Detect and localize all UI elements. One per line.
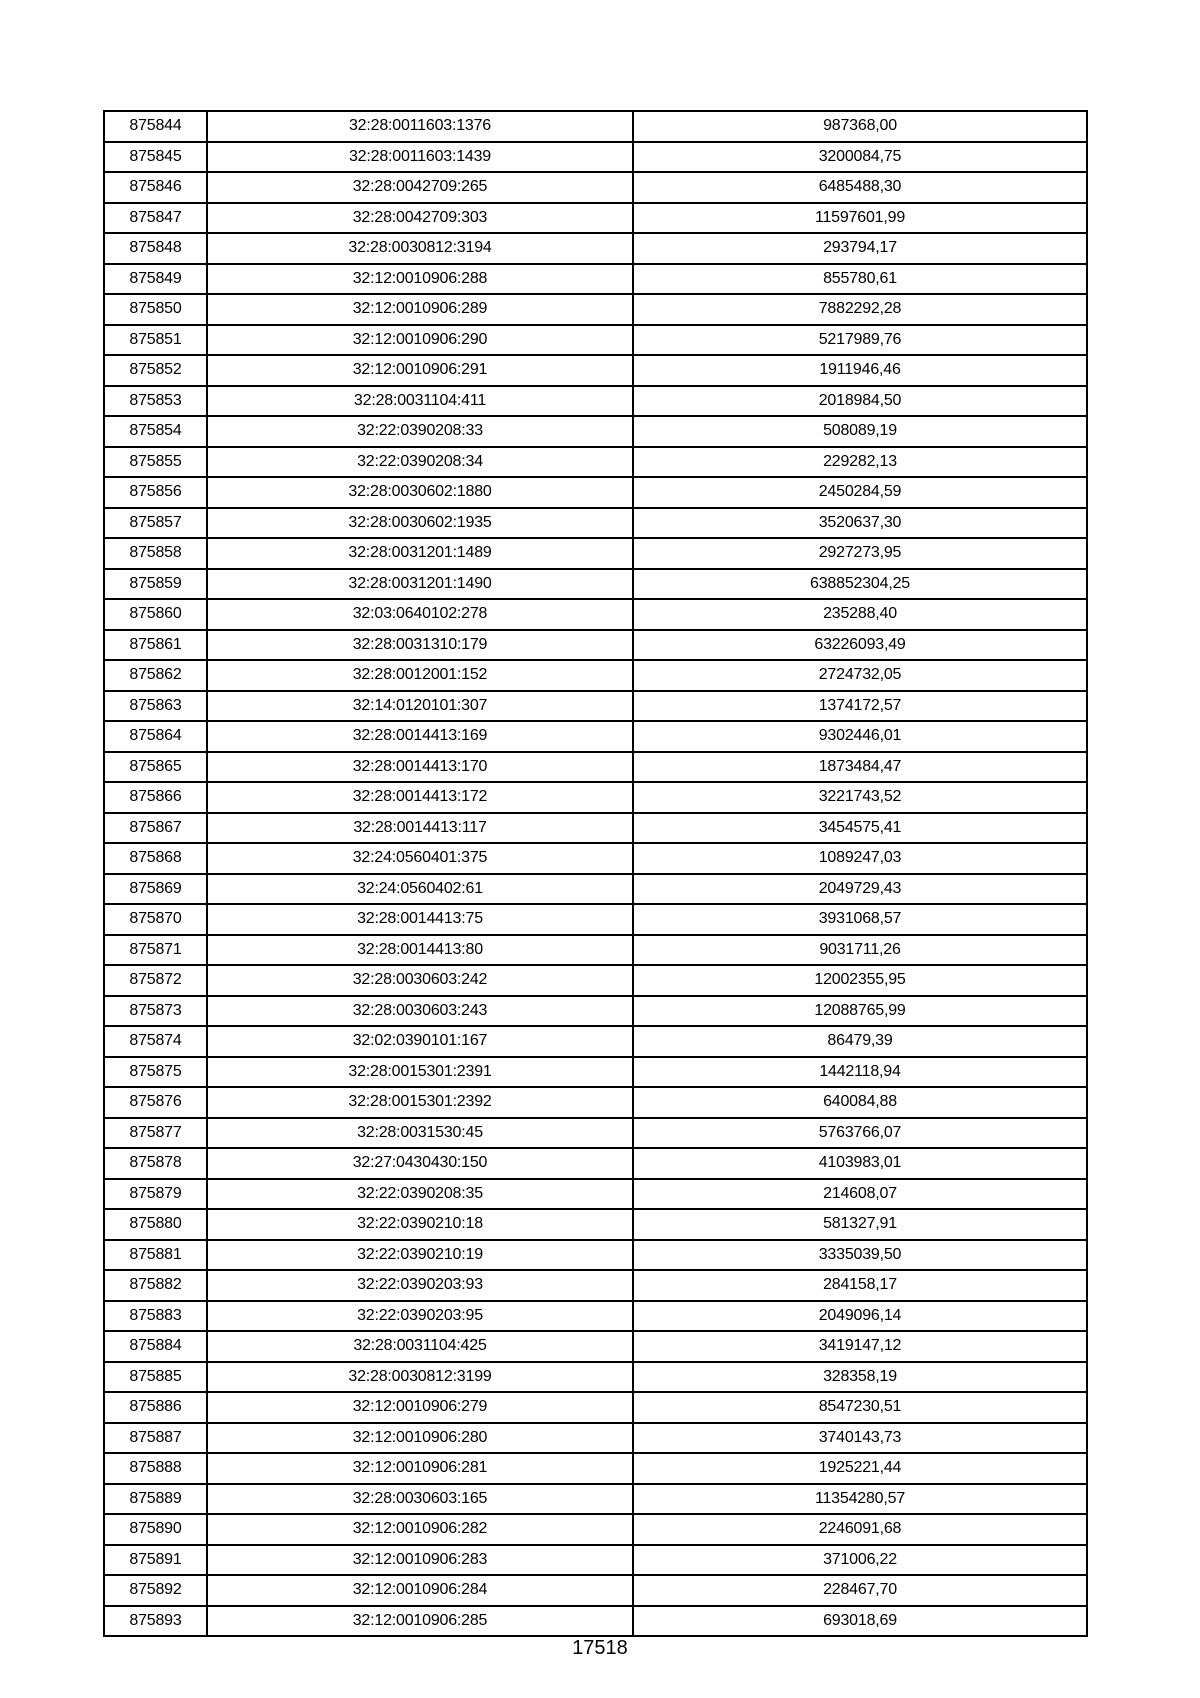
table-row [104,996,1087,1027]
cadastral-number-cell: 32:28:0030603:165 [207,1484,633,1515]
table-row [104,172,1087,203]
row-number-cell: 875876 [104,1087,207,1118]
cadastral-number-cell: 32:28:0042709:265 [207,172,633,203]
row-number-cell: 875893 [104,1606,207,1637]
table-row [104,1301,1087,1332]
table-row [104,1148,1087,1179]
value-cell: 214608,07 [633,1179,1087,1210]
row-number-cell: 875856 [104,477,207,508]
cadastral-number-cell: 32:28:0014413:172 [207,782,633,813]
value-cell: 235288,40 [633,599,1087,630]
cadastral-number-cell: 32:12:0010906:280 [207,1423,633,1454]
row-number-cell: 875877 [104,1118,207,1149]
row-number-cell: 875864 [104,721,207,752]
value-cell: 7882292,28 [633,294,1087,325]
table-row [104,630,1087,661]
table-row [104,1484,1087,1515]
cadastral-number-cell: 32:12:0010906:288 [207,264,633,295]
row-number-cell: 875865 [104,752,207,783]
row-number-cell: 875889 [104,1484,207,1515]
value-cell: 3419147,12 [633,1331,1087,1362]
row-number-cell: 875859 [104,569,207,600]
cadastral-number-cell: 32:28:0031201:1490 [207,569,633,600]
value-cell: 63226093,49 [633,630,1087,661]
cadastral-number-cell: 32:28:0014413:117 [207,813,633,844]
cadastral-number-cell: 32:12:0010906:289 [207,294,633,325]
cadastral-number-cell: 32:14:0120101:307 [207,691,633,722]
row-number-cell: 875846 [104,172,207,203]
cadastral-number-cell: 32:12:0010906:285 [207,1606,633,1637]
value-cell: 12088765,99 [633,996,1087,1027]
row-number-cell: 875849 [104,264,207,295]
value-cell: 1089247,03 [633,843,1087,874]
row-number-cell: 875878 [104,1148,207,1179]
row-number-cell: 875847 [104,203,207,234]
row-number-cell: 875873 [104,996,207,1027]
row-number-cell: 875862 [104,660,207,691]
cadastral-number-cell: 32:28:0015301:2391 [207,1057,633,1088]
table-row [104,1270,1087,1301]
table-row [104,355,1087,386]
table-row [104,416,1087,447]
cadastral-number-cell: 32:12:0010906:290 [207,325,633,356]
row-number-cell: 875869 [104,874,207,905]
cadastral-number-cell: 32:22:0390210:18 [207,1209,633,1240]
value-cell: 5763766,07 [633,1118,1087,1149]
row-number-cell: 875888 [104,1453,207,1484]
cadastral-number-cell: 32:22:0390210:19 [207,1240,633,1271]
cadastral-number-cell: 32:28:0011603:1439 [207,142,633,173]
value-cell: 3200084,75 [633,142,1087,173]
table-row [104,965,1087,996]
value-cell: 9031711,26 [633,935,1087,966]
table-row [104,447,1087,478]
value-cell: 284158,17 [633,1270,1087,1301]
table-row [104,325,1087,356]
table-row [104,599,1087,630]
value-cell: 4103983,01 [633,1148,1087,1179]
value-cell: 11354280,57 [633,1484,1087,1515]
cadastral-number-cell: 32:22:0390208:35 [207,1179,633,1210]
value-cell: 293794,17 [633,233,1087,264]
cadastral-number-cell: 32:28:0014413:80 [207,935,633,966]
row-number-cell: 875867 [104,813,207,844]
table-row [104,1514,1087,1545]
table-row [104,477,1087,508]
table-row [104,294,1087,325]
row-number-cell: 875875 [104,1057,207,1088]
row-number-cell: 875872 [104,965,207,996]
table-row [104,843,1087,874]
cadastral-number-cell: 32:22:0390208:34 [207,447,633,478]
value-cell: 2450284,59 [633,477,1087,508]
cadastral-number-cell: 32:28:0014413:169 [207,721,633,752]
table-body [104,111,1087,1636]
value-cell: 581327,91 [633,1209,1087,1240]
row-number-cell: 875879 [104,1179,207,1210]
table-row [104,1606,1087,1637]
row-number-cell: 875886 [104,1392,207,1423]
row-number-cell: 875860 [104,599,207,630]
row-number-cell: 875861 [104,630,207,661]
table-row [104,386,1087,417]
row-number-cell: 875845 [104,142,207,173]
row-number-cell: 875850 [104,294,207,325]
value-cell: 1911946,46 [633,355,1087,386]
row-number-cell: 875863 [104,691,207,722]
row-number-cell: 875883 [104,1301,207,1332]
cadastral-number-cell: 32:28:0030602:1880 [207,477,633,508]
row-number-cell: 875870 [104,904,207,935]
row-number-cell: 875844 [104,111,207,142]
value-cell: 508089,19 [633,416,1087,447]
value-cell: 228467,70 [633,1575,1087,1606]
value-cell: 640084,88 [633,1087,1087,1118]
table-row [104,1118,1087,1149]
value-cell: 6485488,30 [633,172,1087,203]
value-cell: 1442118,94 [633,1057,1087,1088]
cadastral-number-cell: 32:12:0010906:282 [207,1514,633,1545]
row-number-cell: 875852 [104,355,207,386]
cadastral-number-cell: 32:28:0030603:243 [207,996,633,1027]
cadastral-number-cell: 32:28:0030812:3194 [207,233,633,264]
table-row [104,1362,1087,1393]
value-cell: 693018,69 [633,1606,1087,1637]
cadastral-number-cell: 32:12:0010906:291 [207,355,633,386]
cadastral-number-cell: 32:28:0031201:1489 [207,538,633,569]
page-number: 17518 [572,1637,628,1659]
table-row [104,1026,1087,1057]
cadastral-number-cell: 32:28:0031104:411 [207,386,633,417]
value-cell: 229282,13 [633,447,1087,478]
value-cell: 11597601,99 [633,203,1087,234]
row-number-cell: 875871 [104,935,207,966]
table-row [104,142,1087,173]
value-cell: 2927273,95 [633,538,1087,569]
table-row [104,569,1087,600]
cadastral-number-cell: 32:28:0011603:1376 [207,111,633,142]
cadastral-number-cell: 32:22:0390203:95 [207,1301,633,1332]
cadastral-number-cell: 32:28:0014413:170 [207,752,633,783]
table-row [104,1392,1087,1423]
value-cell: 1374172,57 [633,691,1087,722]
table-row [104,1423,1087,1454]
table-row [104,508,1087,539]
cadastral-number-cell: 32:12:0010906:281 [207,1453,633,1484]
table-row [104,1453,1087,1484]
row-number-cell: 875881 [104,1240,207,1271]
cadastral-number-cell: 32:27:0430430:150 [207,1148,633,1179]
table-row [104,752,1087,783]
data-table [103,110,1088,1637]
row-number-cell: 875848 [104,233,207,264]
table-row [104,721,1087,752]
row-number-cell: 875855 [104,447,207,478]
cadastral-number-cell: 32:28:0015301:2392 [207,1087,633,1118]
table-row [104,935,1087,966]
value-cell: 1925221,44 [633,1453,1087,1484]
value-cell: 2246091,68 [633,1514,1087,1545]
table-row [104,264,1087,295]
value-cell: 1873484,47 [633,752,1087,783]
value-cell: 5217989,76 [633,325,1087,356]
cadastral-number-cell: 32:28:0030602:1935 [207,508,633,539]
value-cell: 8547230,51 [633,1392,1087,1423]
cadastral-number-cell: 32:28:0031530:45 [207,1118,633,1149]
cadastral-number-cell: 32:24:0560401:375 [207,843,633,874]
row-number-cell: 875868 [104,843,207,874]
row-number-cell: 875857 [104,508,207,539]
row-number-cell: 875892 [104,1575,207,1606]
table-row [104,904,1087,935]
table-row [104,1545,1087,1576]
value-cell: 86479,39 [633,1026,1087,1057]
table-row [104,1087,1087,1118]
value-cell: 2049729,43 [633,874,1087,905]
row-number-cell: 875854 [104,416,207,447]
cadastral-number-cell: 32:12:0010906:284 [207,1575,633,1606]
table-row [104,111,1087,142]
table-row [104,1240,1087,1271]
value-cell: 3740143,73 [633,1423,1087,1454]
table-row [104,782,1087,813]
table-row [104,660,1087,691]
row-number-cell: 875851 [104,325,207,356]
row-number-cell: 875890 [104,1514,207,1545]
cadastral-number-cell: 32:28:0030603:242 [207,965,633,996]
row-number-cell: 875880 [104,1209,207,1240]
row-number-cell: 875858 [104,538,207,569]
value-cell: 328358,19 [633,1362,1087,1393]
cadastral-number-cell: 32:12:0010906:279 [207,1392,633,1423]
value-cell: 2018984,50 [633,386,1087,417]
value-cell: 3221743,52 [633,782,1087,813]
cadastral-number-cell: 32:02:0390101:167 [207,1026,633,1057]
value-cell: 371006,22 [633,1545,1087,1576]
row-number-cell: 875866 [104,782,207,813]
cadastral-number-cell: 32:28:0014413:75 [207,904,633,935]
value-cell: 9302446,01 [633,721,1087,752]
value-cell: 3454575,41 [633,813,1087,844]
table-row [104,538,1087,569]
value-cell: 3931068,57 [633,904,1087,935]
table-row [104,203,1087,234]
cadastral-number-cell: 32:28:0031310:179 [207,630,633,661]
cadastral-number-cell: 32:03:0640102:278 [207,599,633,630]
value-cell: 3335039,50 [633,1240,1087,1271]
value-cell: 638852304,25 [633,569,1087,600]
value-cell: 2049096,14 [633,1301,1087,1332]
cadastral-number-cell: 32:28:0012001:152 [207,660,633,691]
value-cell: 2724732,05 [633,660,1087,691]
value-cell: 3520637,30 [633,508,1087,539]
cadastral-number-cell: 32:22:0390208:33 [207,416,633,447]
table-row [104,1575,1087,1606]
table-row [104,1209,1087,1240]
cadastral-number-cell: 32:22:0390203:93 [207,1270,633,1301]
value-cell: 12002355,95 [633,965,1087,996]
table-row [104,874,1087,905]
cadastral-number-cell: 32:12:0010906:283 [207,1545,633,1576]
table-row [104,1331,1087,1362]
row-number-cell: 875887 [104,1423,207,1454]
row-number-cell: 875884 [104,1331,207,1362]
value-cell: 855780,61 [633,264,1087,295]
row-number-cell: 875853 [104,386,207,417]
row-number-cell: 875885 [104,1362,207,1393]
cadastral-number-cell: 32:24:0560402:61 [207,874,633,905]
table-row [104,813,1087,844]
table-row [104,233,1087,264]
row-number-cell: 875891 [104,1545,207,1576]
cadastral-number-cell: 32:28:0042709:303 [207,203,633,234]
cadastral-number-cell: 32:28:0030812:3199 [207,1362,633,1393]
table-row [104,1179,1087,1210]
row-number-cell: 875874 [104,1026,207,1057]
table-row [104,691,1087,722]
table-row [104,1057,1087,1088]
value-cell: 987368,00 [633,111,1087,142]
row-number-cell: 875882 [104,1270,207,1301]
cadastral-number-cell: 32:28:0031104:425 [207,1331,633,1362]
